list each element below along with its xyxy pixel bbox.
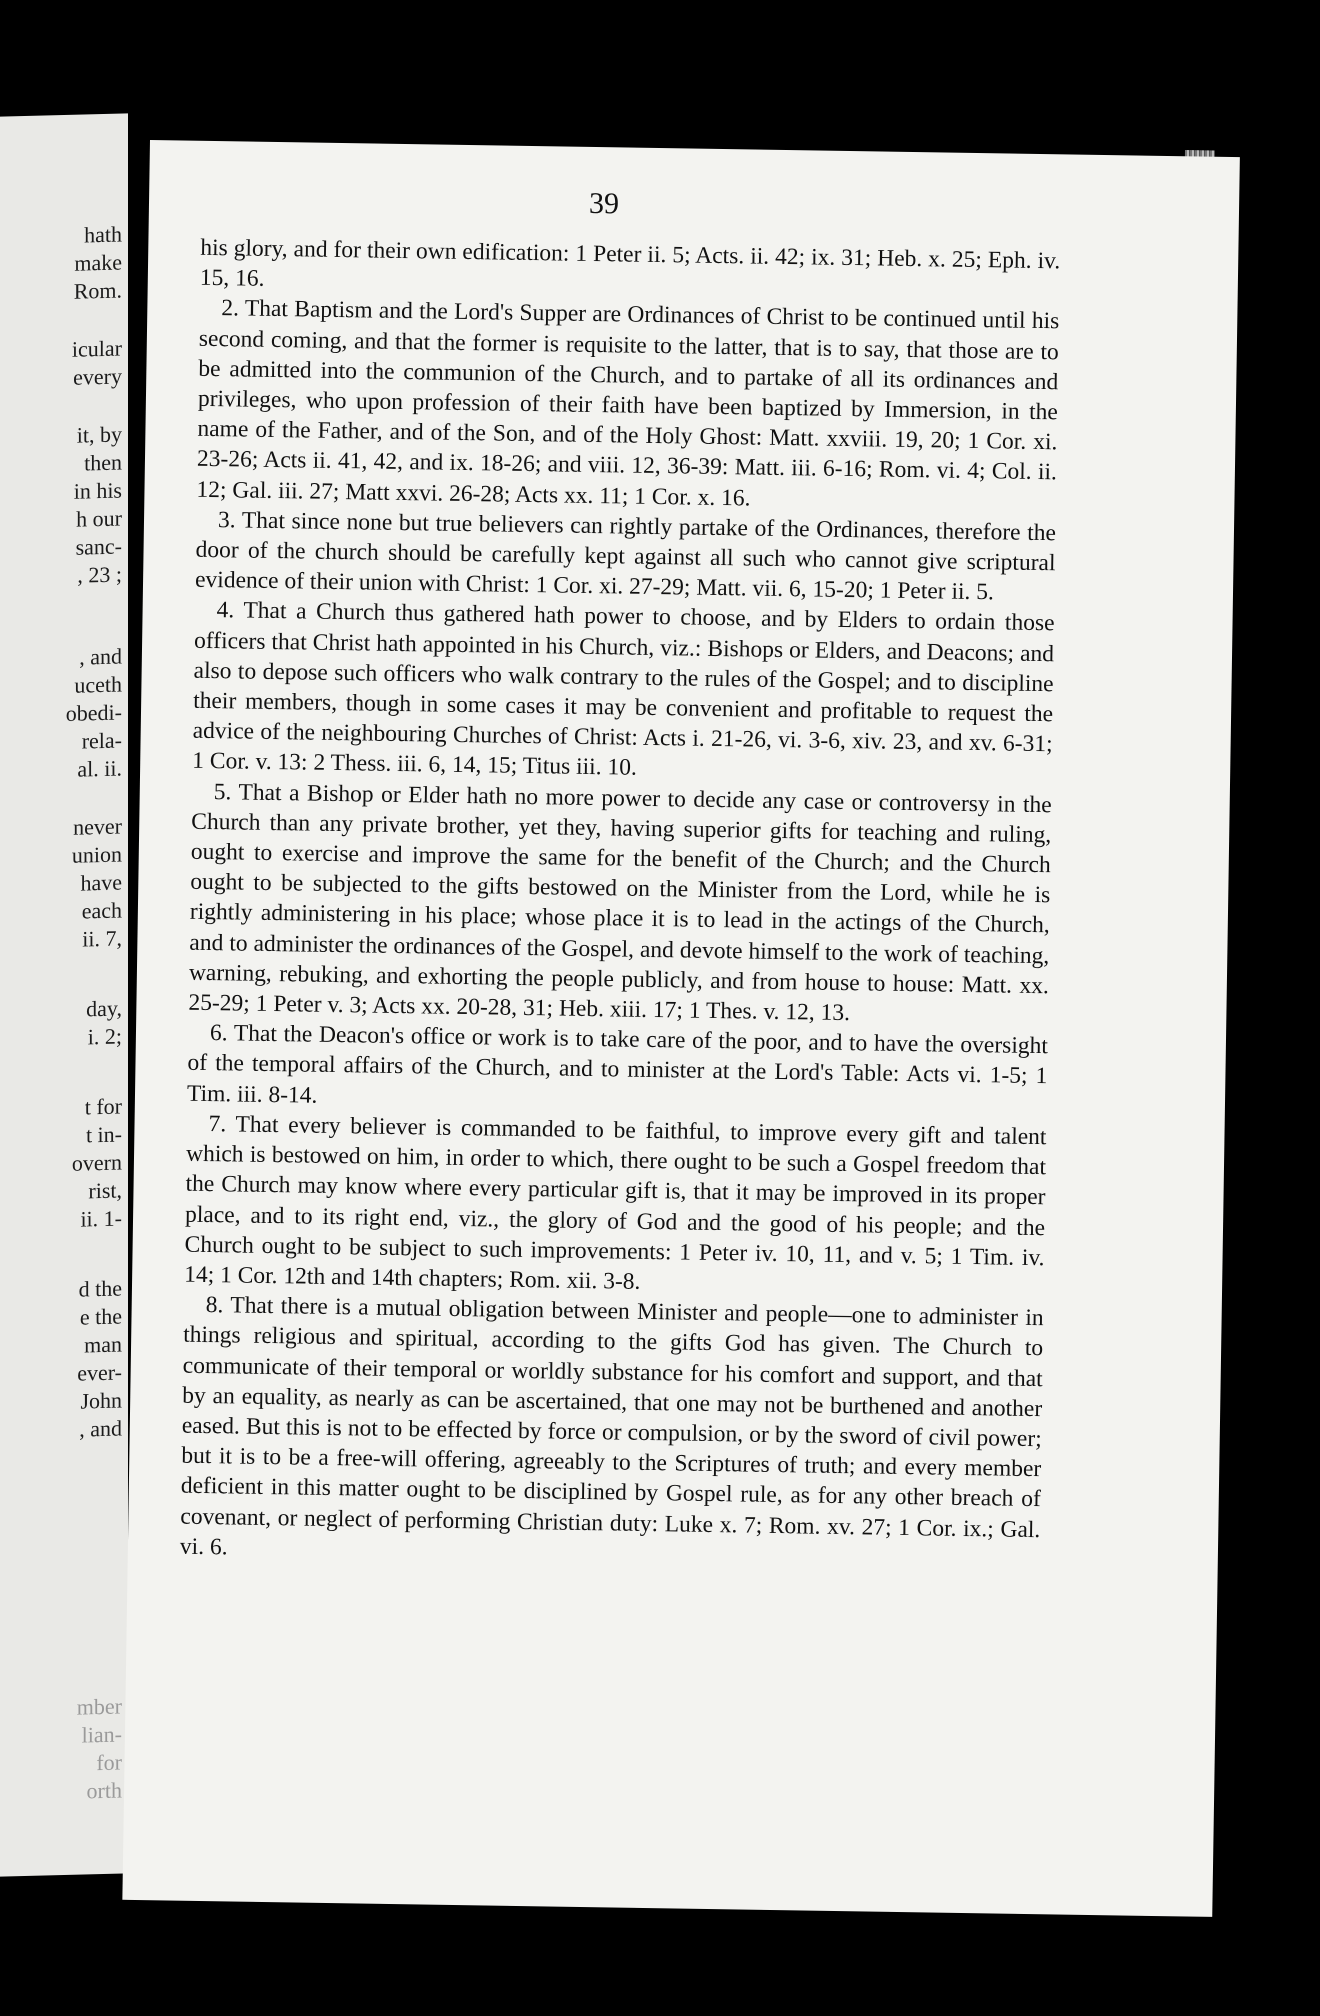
- article-6: 6. That the Deacon's office or work is to take care of the poor, and to have the oversight of the temporal affairs of the Church, and to minister at the Lord's Table: Acts vi. 1-5; 1 Tim. iii. 8-14.: [186, 1020, 1049, 1109]
- left-page-faint-line-3: orth: [86, 1777, 122, 1804]
- left-page-line-30: t in-: [85, 1121, 122, 1148]
- left-page-line-40: , and: [79, 1415, 122, 1442]
- left-page-line-36: e the: [79, 1303, 122, 1330]
- left-page-line-1: make: [74, 249, 122, 276]
- article-5: 5. That a Bishop or Elder hath no more power to decide any case or controversy in the Church than any private brother, yet they, having superior gifts for teaching and ruling, ought to exercise and improve the same for the benefit of the Church; and the Church ought to be subjected to the gifts bestowed on the Minister from the Lord, while he is rightly administering in his place; whose place it is to lead in the actings of the Church, and to administer the ordinances of the Gospel, and devote himself to the work of teaching, warning, rebuking, and exhorting the people publicly, and from house to house: Matt. xx. 25-29; 1 Peter v. 3; Acts xx. 20-28, 31; Heb. xiii. 17; 1 Thes. v. 12, 13.: [188, 778, 1052, 1027]
- facing-page-left: [0, 113, 128, 1876]
- left-page-line-17: rela-: [81, 727, 122, 754]
- left-page-line-26: day,: [86, 995, 122, 1022]
- left-page-faint-line-2: for: [96, 1749, 122, 1776]
- left-page-line-14: , and: [79, 643, 122, 670]
- left-page-line-15: uceth: [74, 671, 122, 698]
- left-page-line-38: ever-: [77, 1359, 122, 1386]
- left-page-line-10: h our: [76, 505, 122, 532]
- left-page-line-39: John: [80, 1387, 122, 1414]
- left-page-line-8: then: [84, 449, 122, 476]
- left-page-line-20: never: [73, 813, 122, 840]
- left-page-line-35: d the: [78, 1275, 122, 1302]
- left-page-line-32: rist,: [88, 1177, 122, 1204]
- article-8: 8. That there is a mutual obligation between Minister and people—one to administer in things religious and spiritual, according to the gifts God has given. The Church to communicate of their temporal or worldly substance for his comfort and support, and that by an equality, as nearly as can be ascertained, that one may not be burthened and another eased. But this is not to be effected by force or compulsion, or by the sword of civil power; but it is to be a free-will offering, agreeably to the Scriptures of truth; and every member deficient in this matter ought to be disciplined by Gospel rule, as for any other breach of covenant, or neglect of performing Christian duty: Luke x. 7; Rom. xv. 27; 1 Cor. ix.; Gal. vi. 6.: [179, 1292, 1044, 1561]
- page-body: [180, 233, 1061, 1575]
- left-page-line-18: al. ii.: [77, 755, 122, 782]
- left-page-line-7: it, by: [76, 421, 122, 448]
- left-page-line-12: , 23 ;: [77, 561, 122, 588]
- left-page-line-23: each: [81, 897, 122, 924]
- article-2: 2. That Baptism and the Lord's Supper are Ordinances of Christ to be continued until his second coming, and that the former is requisite to the latter, that is to say, that those are to be admitted into the communion of the Church, and to partake of all its ordinances and privileges, who upon profession of their faith have been baptized by Immersion, in the name of the Father, and of the Son, and of the Holy Ghost: Matt. xxviii. 19, 20; 1 Cor. xi. 23-26; Acts ii. 41, 42, and ix. 18-26; and viii. 12, 36-39: Matt. iii. 6-16; Rom. vi. 4; Col. ii. 12; Gal. iii. 27; Matt xxvi. 26-28; Acts xx. 11; 1 Cor. x. 16.: [196, 295, 1060, 512]
- left-page-line-29: t for: [84, 1093, 122, 1120]
- book-page: [122, 140, 1240, 1917]
- left-page-line-5: every: [73, 363, 122, 390]
- left-page-line-33: ii. 1-: [80, 1205, 122, 1232]
- left-page-faint-line-0: mber: [76, 1693, 122, 1720]
- left-page-line-0: hath: [84, 221, 122, 248]
- paragraph-continuation: his glory, and for their own edification: 1 Peter ii. 5; Acts. ii. 42; ix. 31; Heb. x. 25; Eph. iv. 15, 16.: [199, 234, 1061, 293]
- left-page-line-2: Rom.: [73, 277, 122, 304]
- left-page-line-4: icular: [71, 335, 122, 362]
- article-4: 4. That a Church thus gathered hath power to choose, and by Elders to ordain those officers that Christ hath appointed in his Church, viz.: Bishops or Elders, and Deacons; and also to depose such officers who walk contrary to the rules of the Gospel; and to discipline their members, though in some cases it may be convenient and profitable to request the advice of the neighbouring Churches of Christ: Acts i. 21-26, vi. 3-6, xiv. 23, and xv. 6-31; 1 Cor. v. 13: 2 Thess. iii. 6, 14, 15; Titus iii. 10.: [192, 597, 1055, 782]
- article-7: 7. That every believer is commanded to be faithful, to improve every gift and talent which is bestowed on him, in order to which, there ought to be such a Gospel freedom that the Church may know where every particular gift is, that it may be improved in its proper place, and to its right end, viz., the glory of God and the good of his people; and the Church ought to be subject to such improvements: 1 Peter iv. 10, 11, and v. 5; 1 Tim. iv. 14; 1 Cor. 12th and 14th chapters; Rom. xii. 3-8.: [183, 1110, 1047, 1295]
- article-3: 3. That since none but true believers can rightly partake of the Ordinances, therefore the door of the church should be carefully kept against all such who cannot give scriptural evidence of their union with Christ: 1 Cor. xi. 27-29; Matt. vii. 6, 15-20; 1 Peter ii. 5.: [194, 506, 1057, 606]
- left-page-line-22: have: [80, 869, 122, 896]
- left-page-line-31: overn: [71, 1149, 122, 1176]
- page-number: 39: [588, 186, 620, 221]
- left-page-line-24: ii. 7,: [82, 925, 122, 952]
- left-page-line-9: in his: [73, 477, 122, 504]
- left-page-faint-line-1: lian-: [81, 1721, 122, 1748]
- left-page-line-16: obedi-: [65, 699, 122, 726]
- left-page-line-21: union: [71, 841, 122, 868]
- left-page-line-11: sanc-: [75, 533, 122, 560]
- left-page-line-27: i. 2;: [87, 1023, 122, 1050]
- left-page-line-37: man: [84, 1331, 122, 1358]
